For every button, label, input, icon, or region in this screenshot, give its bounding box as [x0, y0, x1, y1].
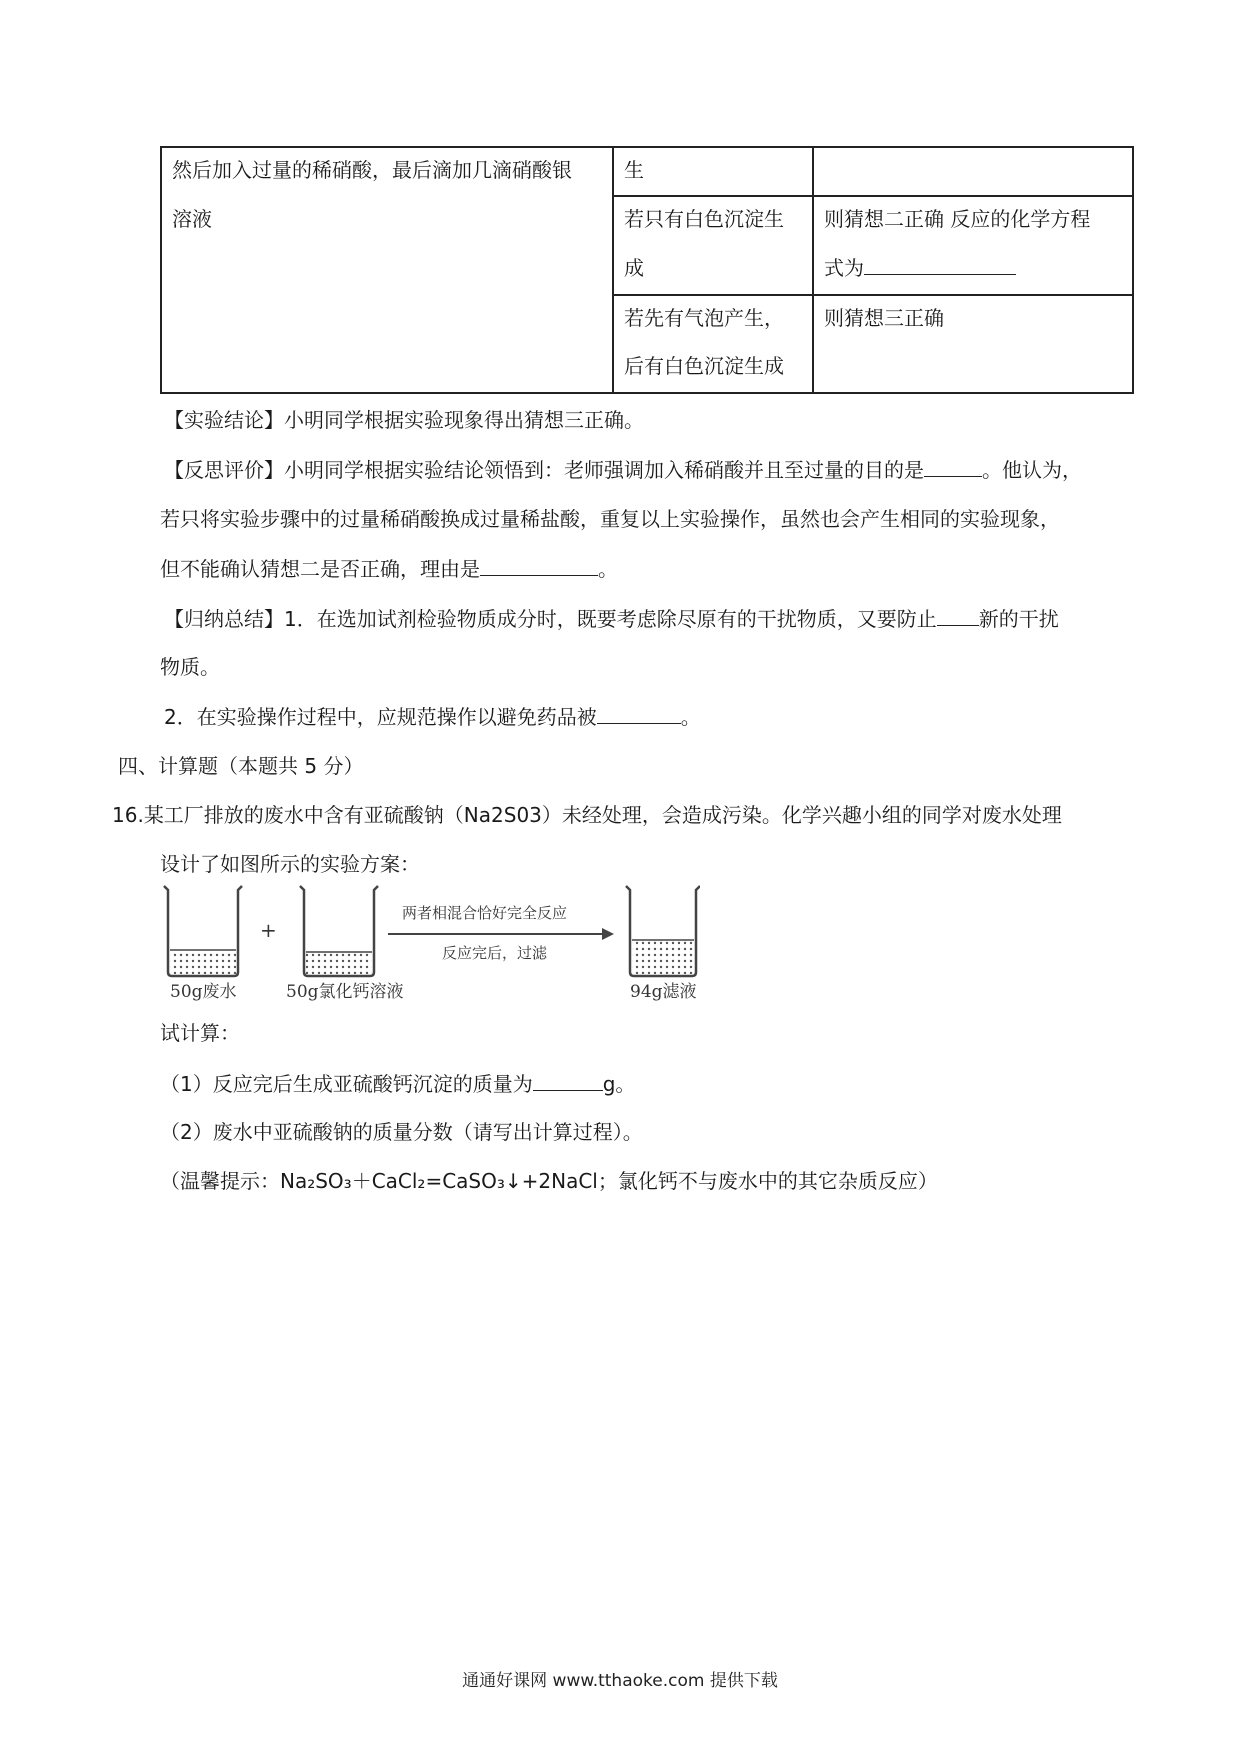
beaker-diagram-svg	[160, 880, 700, 1000]
table-cell-phenomenon-3-line1: 若先有气泡产生，	[624, 306, 784, 330]
sub-question-1-unit: g。	[602, 1072, 636, 1096]
reflection-line1	[164, 454, 1082, 485]
answer-blank[interactable]	[924, 454, 982, 477]
experiment-conclusion: 【实验结论】小明同学根据实验现象得出猜想三正确。	[164, 408, 644, 432]
question-16-line2: 设计了如图所示的实验方案：	[160, 852, 420, 876]
question-16-line1	[112, 800, 1062, 830]
answer-blank[interactable]	[480, 553, 598, 576]
table-cell-conclusion-3-line1: 则猜想三正确	[824, 306, 944, 330]
summary-text-c: 2．在实验操作过程中，应规范操作以避免药品被	[164, 705, 597, 729]
beaker-2-icon	[300, 886, 378, 976]
reflection-text-a: 【反思评价】小明同学根据实验结论领悟到：老师强调加入稀硝酸并且至过量的目的是	[164, 458, 924, 482]
beaker-2-label: 50g氯化钙溶液	[286, 982, 404, 1002]
sub-question-2: （2）废水中亚硫酸钠的质量分数（请写出计算过程）。	[160, 1120, 643, 1144]
table-cell-step-line1: 然后加入过量的稀硝酸，最后滴加几滴硝酸银	[172, 158, 572, 182]
table-cell-phenomenon-3-line2: 后有白色沉淀生成	[624, 354, 784, 378]
table-cell-conclusion-2-line1: 则猜想二正确 反应的化学方程	[824, 207, 1091, 231]
sub-question-1-text: （1）反应完后生成亚硫酸钙沉淀的质量为	[160, 1072, 533, 1096]
equation-prompt: 式为	[824, 256, 864, 280]
table-cell-phenomenon-2-line2: 成	[624, 256, 644, 280]
try-calc: 试计算：	[160, 1021, 240, 1045]
table-cell-conclusion-2-line2	[824, 244, 1016, 293]
table-border-left	[160, 146, 162, 394]
table-column-divider-2	[812, 146, 814, 394]
question-number: 16.	[112, 803, 144, 827]
summary-line2: 物质。	[160, 655, 220, 679]
beaker-3-icon	[626, 886, 700, 976]
table-cell-phenomenon-1: 生	[624, 158, 644, 182]
summary-line3	[164, 701, 701, 732]
reflection-text-b: 。他认为，	[982, 458, 1082, 482]
answer-blank[interactable]	[864, 252, 1016, 275]
table-column-divider-1	[612, 146, 614, 394]
beaker-1-icon	[164, 886, 242, 976]
arrow-label-top: 两者相混合恰好完全反应	[402, 904, 568, 922]
reflection-text-c: 但不能确认猜想二是否正确，理由是	[160, 557, 480, 581]
summary-line1	[164, 603, 1059, 634]
reflection-text-d: 。	[598, 557, 618, 581]
summary-text-d: 。	[680, 705, 701, 729]
sub-question-1	[160, 1068, 635, 1099]
table-cell-step-line2: 溶液	[172, 207, 212, 231]
reaction-arrow-icon	[388, 928, 614, 940]
summary-text-a: 【归纳总结】1．在选加试剂检验物质成分时，既要考虑除尽原有的干扰物质，又要防止	[164, 607, 937, 631]
section-title: 四、计算题（本题共 5 分）	[118, 754, 364, 778]
experiment-table	[160, 146, 1134, 394]
answer-blank[interactable]	[533, 1068, 603, 1091]
hint: （温馨提示：Na₂SO₃＋CaCl₂=CaSO₃↓+2NaCl；氯化钙不与废水中的其它杂质反应）	[160, 1169, 938, 1193]
table-cell-phenomenon-2-line1: 若只有白色沉淀生	[624, 207, 784, 231]
reflection-line2: 若只将实验步骤中的过量稀硝酸换成过量稀盐酸，重复以上实验操作，虽然也会产生相同的实验现象，	[160, 507, 1060, 531]
answer-blank[interactable]	[597, 701, 681, 724]
table-border-right	[1132, 146, 1134, 394]
answer-blank[interactable]	[937, 603, 979, 626]
summary-text-b: 新的干扰	[978, 607, 1059, 631]
table-border-bottom	[160, 392, 1134, 394]
reflection-line3	[160, 553, 618, 584]
question-text: 某工厂排放的废水中含有亚硫酸钠（Na2S03）未经处理，会造成污染。化学兴趣小组的同学对废水处理	[143, 803, 1062, 827]
experiment-diagram	[160, 880, 700, 1000]
arrow-label-bottom: 反应完后，过滤	[442, 944, 548, 962]
page-footer: 通通好课网 www.tthaoke.com 提供下载	[462, 1671, 778, 1691]
beaker-1-label: 50g废水	[170, 982, 237, 1002]
plus-sign: +	[260, 918, 277, 942]
beaker-3-label: 94g滤液	[630, 982, 697, 1002]
